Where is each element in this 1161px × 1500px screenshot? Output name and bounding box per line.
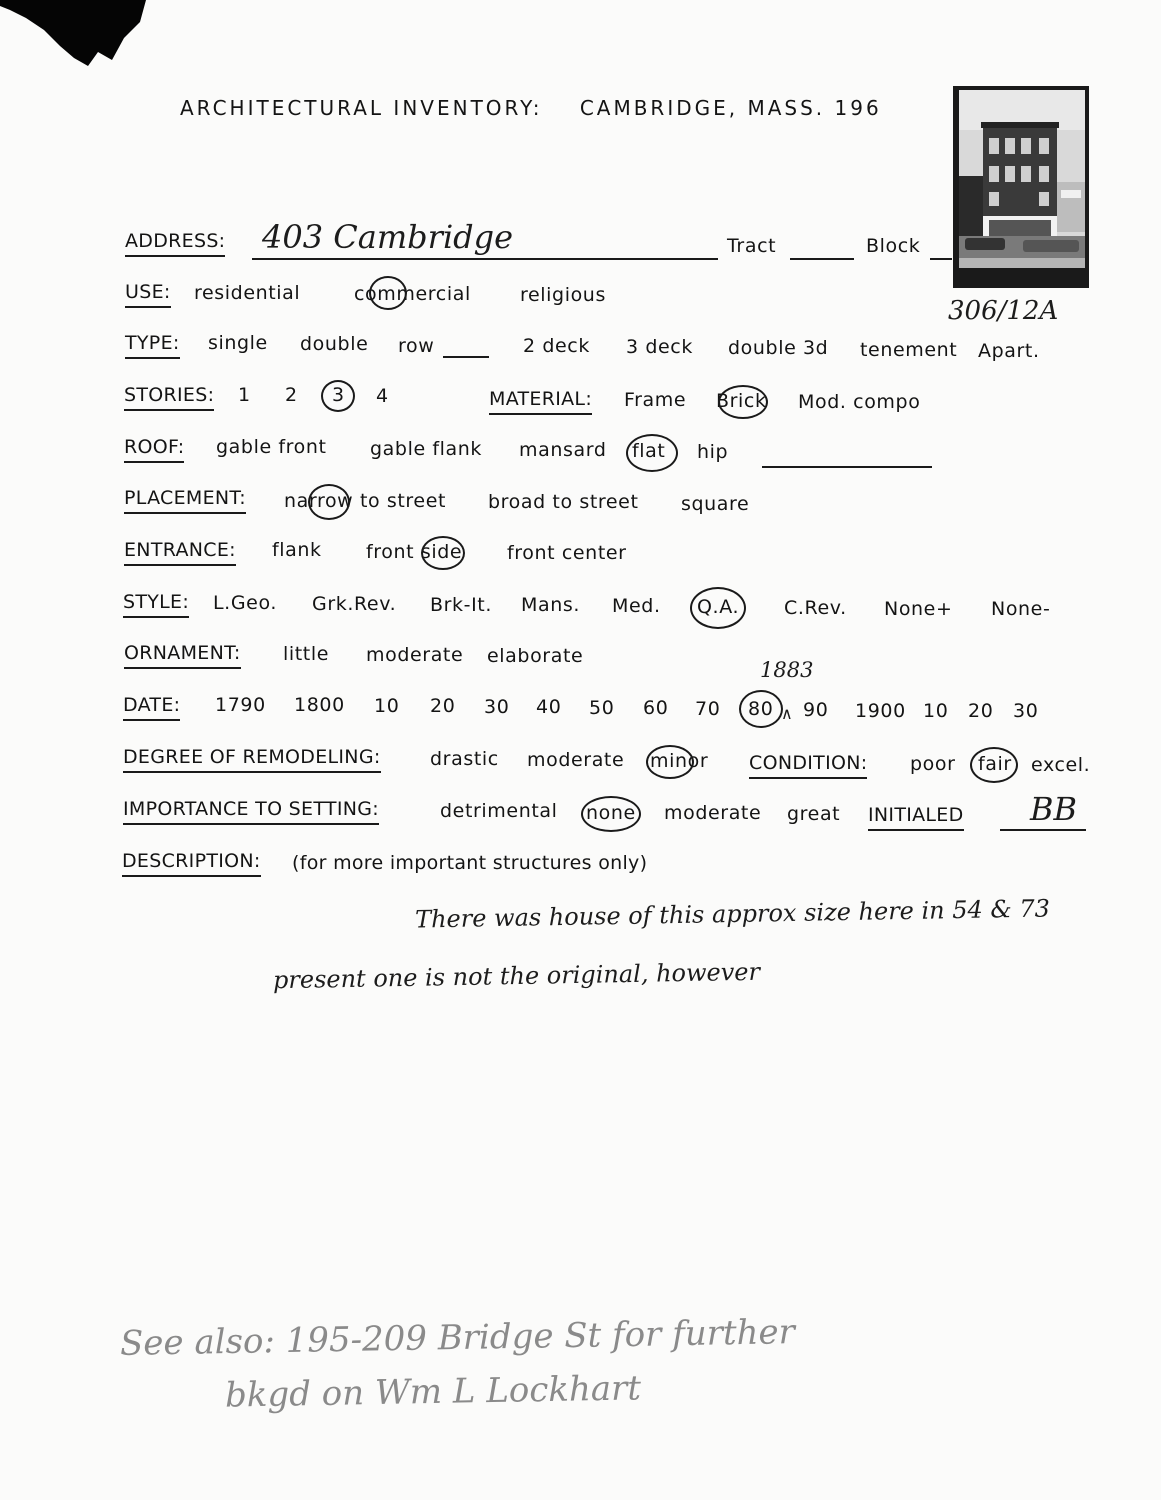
date-option-1910: 10 [923,700,949,722]
entrance-option-front-center: front center [507,542,627,564]
building-photo [953,86,1089,288]
ornament-option-little: little [283,643,330,665]
roof-blank [762,466,932,468]
date-label: DATE: [123,694,180,721]
roof-option-gable-front: gable front [216,436,327,458]
block-label: Block [866,235,921,257]
style-option-lgeo: L.Geo. [213,592,277,614]
style-option-mans: Mans. [521,594,581,616]
remodeling-option-drastic: drastic [430,748,499,770]
photo-reference: 306/12A [948,296,1059,326]
initialed-label: INITIALED [868,804,964,831]
remodeling-option-minor: minor [650,750,709,772]
date-option-60: 60 [643,697,669,719]
style-option-crev: C.Rev. [784,597,847,619]
block-blank [930,258,952,260]
type-option-3deck: 3 deck [626,336,693,358]
address-line [252,258,718,260]
description-hint: (for more important structures only) [292,852,648,874]
stories-option-4: 4 [376,385,389,407]
roof-option-flat: flat [632,440,666,462]
date-option-1900: 1900 [855,700,906,722]
initialed-value: BB [1030,790,1078,828]
form-title-left: ARCHITECTURAL INVENTORY: [180,96,543,120]
date-option-1790: 1790 [215,694,266,716]
roof-option-mansard: mansard [519,439,607,461]
condition-option-excel: excel. [1031,754,1091,776]
address-label: ADDRESS: [125,230,225,257]
material-option-mod-compo: Mod. compo [798,391,921,413]
address-value: 403 Cambridge [262,218,514,256]
use-option-religious: religious [520,284,606,306]
type-option-double3d: double 3d [728,337,829,359]
roof-option-hip: hip [697,441,729,463]
entrance-side-mark [421,536,465,570]
stories-3-mark [321,380,355,412]
importance-option-great: great [787,803,841,825]
importance-option-detrimental: detrimental [440,800,558,822]
ornament-option-elaborate: elaborate [487,645,584,667]
style-qa-mark [690,587,746,629]
style-option-none-minus: None- [991,598,1051,620]
type-label: TYPE: [125,332,180,359]
form-title-right: CAMBRIDGE, MASS. 196 [579,96,882,120]
condition-option-fair: fair [978,753,1012,775]
date-option-10: 10 [374,695,400,717]
date-option-1930: 30 [1013,700,1039,722]
use-label: USE: [125,281,171,308]
placement-option-broad: broad to street [488,491,639,513]
remodeling-label: DEGREE OF REMODELING: [123,746,381,773]
remodeling-option-moderate: moderate [527,749,625,771]
type-option-single: single [208,332,268,354]
entrance-option-flank: flank [272,539,322,561]
form-title [180,96,882,120]
type-row-blank [443,356,489,358]
material-option-brick: Brick [716,390,767,412]
tract-label: Tract [727,235,777,257]
type-option-row: row [398,335,435,357]
date-option-30: 30 [484,696,510,718]
date-option-50: 50 [589,697,615,719]
style-option-med: Med. [612,595,661,617]
placement-option-square: square [681,493,750,515]
date-caret: ∧ [781,704,793,723]
initialed-line [1000,829,1086,831]
roof-option-gable-flank: gable flank [370,438,483,460]
pencil-note-line-2: bkgd on Wm L Lockhart [224,1368,642,1416]
style-option-brkit: Brk-It. [430,594,492,616]
date-option-1800: 1800 [294,694,345,716]
type-option-double: double [300,333,369,355]
remodeling-minor-mark [646,745,694,779]
ornament-option-moderate: moderate [366,644,464,666]
style-option-none-plus: None+ [884,598,953,620]
date-option-80: 80 [748,698,774,720]
placement-option-narrow: narrow to street [284,490,447,512]
entrance-option-front-side: front side [366,541,463,563]
material-option-frame: Frame [624,389,687,411]
pencil-note-line-1: See also: 195-209 Bridge St for further [119,1312,796,1364]
date-option-70: 70 [695,698,721,720]
type-option-2deck: 2 deck [523,335,590,357]
description-line-1: There was house of this approx size here in 54 & 73 [414,894,1051,934]
stories-label: STORIES: [124,384,214,411]
style-option-grkrev: Grk.Rev. [312,593,397,615]
style-option-qa: Q.A. [697,596,740,618]
importance-option-moderate: moderate [664,802,762,824]
importance-label: IMPORTANCE TO SETTING: [123,798,379,825]
importance-option-none: none [586,802,636,824]
placement-label: PLACEMENT: [124,487,246,514]
importance-none-mark [581,796,641,832]
condition-option-poor: poor [910,753,956,775]
torn-corner [0,0,150,75]
tract-blank [790,258,854,260]
date-option-40: 40 [536,696,562,718]
roof-label: ROOF: [124,436,184,463]
material-brick-mark [718,385,768,419]
type-option-apart: Apart. [978,340,1040,362]
stories-option-2: 2 [285,384,298,406]
placement-narrow-mark [308,484,350,520]
material-label: MATERIAL: [489,388,592,415]
date-option-20: 20 [430,695,456,717]
type-option-tenement: tenement [860,339,958,361]
description-label: DESCRIPTION: [122,850,261,877]
date-annotation: 1883 [760,658,814,682]
condition-fair-mark [970,747,1018,783]
stories-option-3: 3 [332,384,345,406]
date-option-90: 90 [803,699,829,721]
style-label: STYLE: [123,591,189,618]
use-option-commercial: commercial [354,283,471,305]
use-commercial-mark [369,276,407,310]
roof-flat-mark [626,434,678,472]
date-80-mark [739,690,783,728]
stories-option-1: 1 [238,384,251,406]
entrance-label: ENTRANCE: [124,539,236,566]
condition-label: CONDITION: [749,752,867,779]
use-option-residential: residential [194,282,301,304]
description-line-2: present one is not the original, however [272,957,761,995]
ornament-label: ORNAMENT: [124,642,241,669]
date-option-1920: 20 [968,700,994,722]
